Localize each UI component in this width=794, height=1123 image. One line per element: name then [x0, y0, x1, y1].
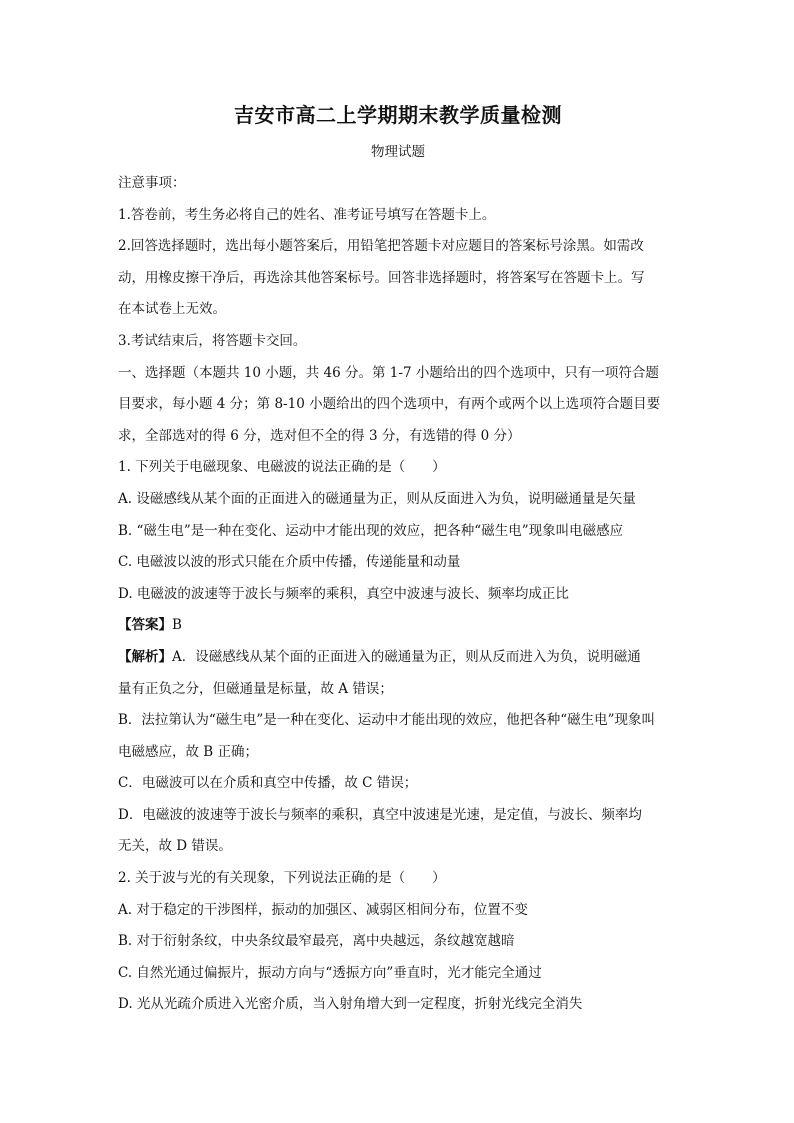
question-1-option-c: C. 电磁波以波的形式只能在介质中传播，传递能量和动量 [118, 554, 461, 571]
notice-line: 动，用橡皮擦干净后，再选涂其他答案标号。回答非选择题时，将答案写在答题卡上。写 [118, 269, 645, 286]
answer-label: 【答案】 [118, 617, 172, 634]
question-2-option-a: A. 对于稳定的干涉图样，振动的加强区、减弱区相间分布，位置不变 [118, 901, 528, 918]
question-1-option-a: A. 设磁感线从某个面的正面进入的磁通量为正，则从反面进入为负，说明磁通量是矢量 [118, 490, 636, 507]
question-2-option-b: B. 对于衍射条纹，中央条纹最窄最亮，离中央越远，条纹越宽越暗 [118, 933, 515, 950]
answer-value: B [172, 617, 182, 634]
answer-line [118, 610, 678, 642]
notice-line: 2.回答选择题时，选出每小题答案后，用铅笔把答题卡对应题目的答案标号涂黑。如需改 [118, 238, 644, 255]
analysis-line [118, 642, 678, 674]
analysis-line: 无关，故 D 错误。 [118, 838, 232, 855]
analysis-line: 电磁感应，故 B 正确； [118, 743, 259, 760]
notice-line: 在本试卷上无效。 [118, 301, 226, 318]
question-1-stem: 1. 下列关于电磁现象、电磁波的说法正确的是（ ） [118, 459, 446, 476]
analysis-label: 【解析】 [118, 648, 172, 665]
question-2-option-c: C. 自然光通过偏振片，振动方向与“透振方向”垂直时，光才能完全通过 [118, 964, 542, 981]
exam-page [118, 100, 678, 1021]
page-title: 吉安市高二上学期期末教学质量检测 [234, 103, 562, 127]
section-instructions-line: 求，全部选对的得 6 分，选对但不全的得 3 分，有选错的得 0 分） [118, 427, 521, 444]
analysis-line: B．法拉第认为“磁生电”是一种在变化、运动中才能出现的效应，他把各种“磁生电”现象叫 [118, 712, 656, 729]
analysis-text: A．设磁感线从某个面的正面进入的磁通量为正，则从反而进入为负，说明磁通 [172, 648, 641, 665]
question-2-option-d: D. 光从光疏介质进入光密介质，当入射角增大到一定程度，折射光线完全消失 [118, 996, 583, 1013]
section-instructions-line: 一、选择题（本题共 10 小题，共 46 分。第 1-7 小题给出的四个选项中，只有一项符合题 [118, 364, 659, 381]
analysis-line: D．电磁波的波速等于波长与频率的乘积，真空中波速是光速，是定值，与波长、频率均 [118, 806, 642, 823]
section-instructions-line: 目要求，每小题 4 分；第 8-10 小题给出的四个选项中，有两个或两个以上选项符合题目要 [118, 396, 661, 413]
page-subtitle: 物理试题 [371, 144, 425, 160]
notice-line: 1.答卷前，考生务必将自己的姓名、准考证号填写在答题卡上。 [118, 206, 496, 223]
exam-content [118, 168, 678, 1021]
question-2-stem: 2. 关于波与光的有关现象，下列说法正确的是（ ） [118, 870, 446, 887]
question-1-option-d: D. 电磁波的波速等于波长与频率的乘积，真空中波速与波长、频率均成正比 [118, 585, 569, 602]
notice-heading: 注意事项： [118, 175, 186, 191]
analysis-line: 量有正负之分，但磁通量是标量，故 A 错误； [118, 680, 393, 697]
notice-line: 3.考试结束后，将答题卡交回。 [118, 332, 307, 349]
analysis-line: C．电磁波可以在介质和真空中传播，故 C 错误； [118, 775, 418, 792]
question-1-option-b: B. “磁生电”是一种在变化、运动中才能出现的效应，把各种“磁生电”现象叫电磁感应 [118, 522, 624, 539]
